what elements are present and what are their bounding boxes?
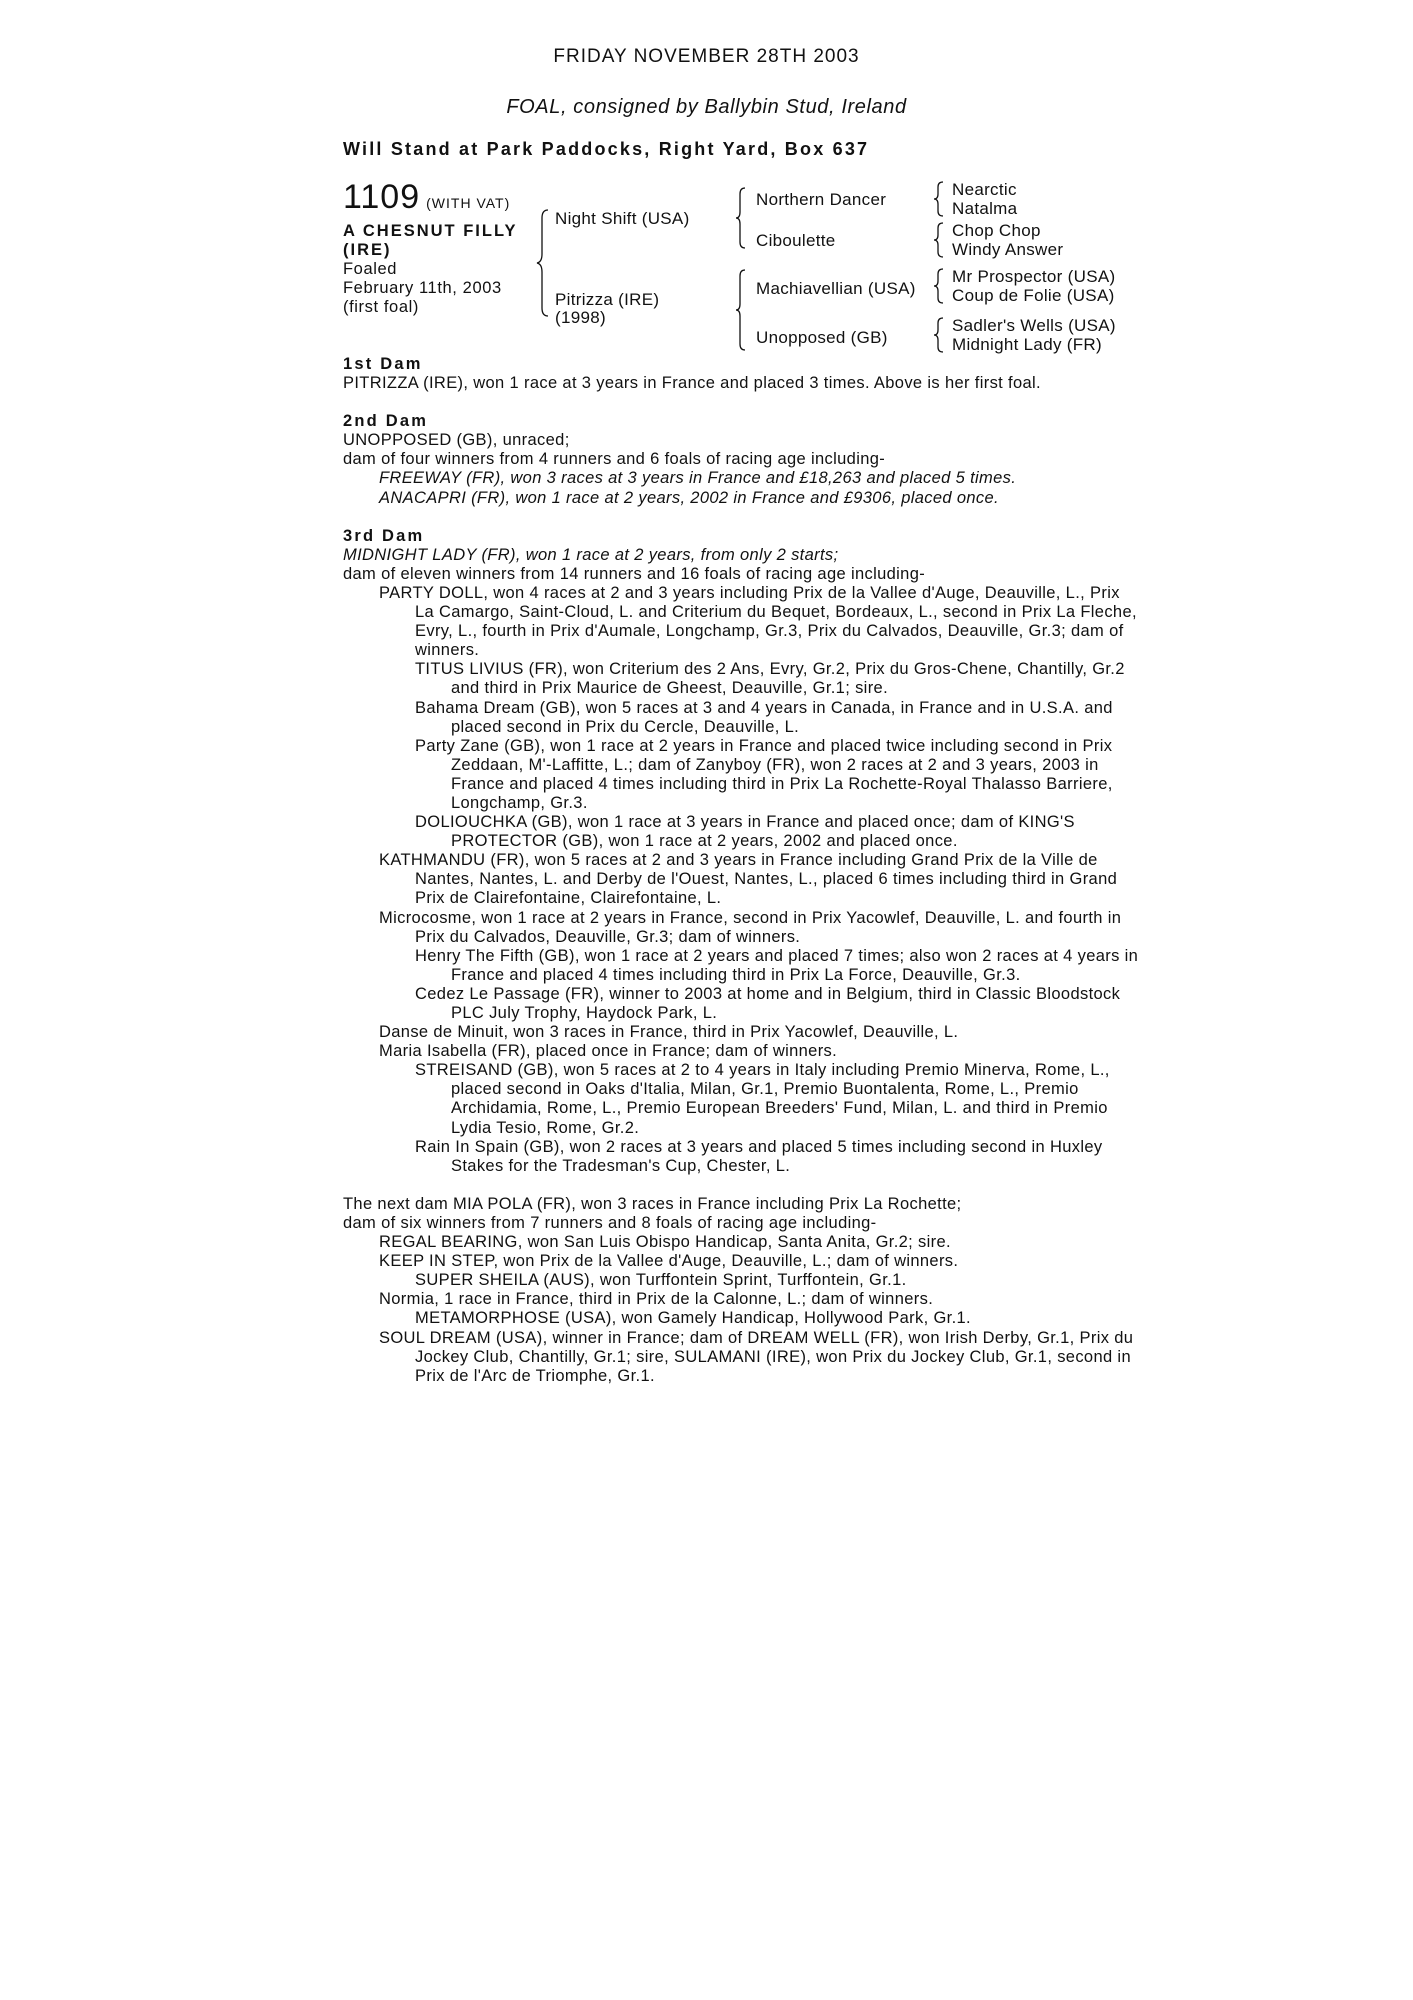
produce-entry: STREISAND (GB), won 5 races at 2 to 4 years in Italy including Premio Minerva, Rome, L., placed second in Oaks d'Italia, Milan, Gr.1, Premio Buontalenta, Rome, L., Premio Archidamia, Rome, L., Premio European Breeders' Fund, Milan, L. and third in Premio Lydia Tesio, Rome, Gr.2. [415,1061,1110,1137]
horse-title-line1: A CHESNUT FILLY [343,222,518,240]
next-dam-paragraph: The next dam MIA POLA (FR), won 3 races in France including Prix La Rochette; [343,1194,962,1213]
foaled-label: Foaled [343,260,398,278]
produce-entry: Party Zane (GB), won 1 race at 2 years in France and placed twice including second in Prix Zeddaan, M'-Laffitte, L.; dam of Zanyboy (FR), won 2 races at 2 and 3 years, 2003 in France and placed 4 times including third in Prix La Rochette-Royal Thalasso Barriere, Longchamp, Gr.3. [415,736,1113,812]
produce-entry: SOUL DREAM (USA), winner in France; dam of DREAM WELL (FR), won Irish Derby, Gr.1, Prix du Jockey Club, Chantilly, Gr.1; sire, SULAMANI (IRE), won Prix du Jockey Club, Gr.1, second in Prix de l'Arc de Triomphe, Gr.1. [379,1328,1134,1385]
second-dam-produce-line: dam of four winners from 4 runners and 6 foals of racing age including- [343,450,886,469]
first-dam-heading: 1st Dam [343,355,423,373]
pedigree-brace-gen1 [536,208,550,318]
pedigree-g1: Nearctic [952,180,1017,199]
produce-entry: FREEWAY (FR), won 3 races at 3 years in France and £18,263 and placed 5 times. [379,469,1017,488]
produce-entry: Microcosme, won 1 race at 2 years in France, second in Prix Yacowlef, Deauville, L. and fourth in Prix du Calvados, Deauville, Gr.3; dam of winners. [379,908,1122,946]
produce-entry: Cedez Le Passage (FR), winner to 2003 at home and in Belgium, third in Classic Bloodstock PLC July Trophy, Haydock Park, L. [415,984,1121,1022]
produce-entry: KATHMANDU (FR), won 5 races at 2 and 3 years in France including Grand Prix de la Ville de Nantes, Nantes, L. and Derby de l'Ouest, Nantes, L., placed 6 times including third in Grand Prix de Clairefontaine, Clairefontaine, L. [379,851,1118,908]
produce-entry: PARTY DOLL, won 4 races at 2 and 3 years including Prix de la Vallee d'Auge, Deauville, L., Prix La Camargo, Saint-Cloud, L. and Criterium du Bequet, Bordeaux, L., second in Prix La Fleche, Evry, L., fourth in Prix d'Aumale, Longchamp, Gr.3, Prix du Calvados, Deauville, Gr.3; dam of winners. [379,583,1137,660]
next-dam-produce-line: dam of six winners from 7 runners and 8 foals of racing age including- [343,1213,877,1232]
pedigree-brace-dam [735,268,747,352]
lot-number: 1109 [343,178,421,216]
pedigree-sire-dam: Ciboulette [756,231,836,250]
pedigree-g7: Sadler's Wells (USA) [952,316,1116,335]
pedigree-sire: Night Shift (USA) [555,209,690,228]
third-dam-paragraph: MIDNIGHT LADY (FR), won 1 race at 2 years, from only 2 starts; [343,545,839,564]
stand-location: Will Stand at Park Paddocks, Right Yard, Box 637 [343,139,870,159]
produce-entry: METAMORPHOSE (USA), won Gamely Handicap, Hollywood Park, Gr.1. [415,1309,971,1328]
horse-title-line2: (IRE) [343,241,392,259]
consignment-line: FOAL, consigned by Ballybin Stud, Ireland [506,96,907,118]
produce-entry: ANACAPRI (FR), won 1 race at 2 years, 2002 in France and £9306, placed once. [379,488,999,507]
produce-entry: KEEP IN STEP, won Prix de la Vallee d'Auge, Deauville, L.; dam of winners. [379,1252,959,1271]
horse-description [343,222,518,317]
pedigree-g8: Midnight Lady (FR) [952,335,1102,354]
produce-entry: Rain In Spain (GB), won 2 races at 3 years and placed 5 times including second in Huxley Stakes for the Tradesman's Cup, Chester, L. [415,1137,1103,1175]
third-dam-produce-line: dam of eleven winners from 14 runners and 16 foals of racing age including- [343,564,926,583]
produce-entry: REGAL BEARING, won San Luis Obispo Handicap, Santa Anita, Gr.2; sire. [379,1233,951,1252]
produce-entry: Henry The Fifth (GB), won 1 race at 2 years and placed 7 times; also won 2 races at 4 years in France and placed 4 times including third in Prix La Force, Deauville, Gr.3. [415,946,1139,984]
produce-entry: TITUS LIVIUS (FR), won Criterium des 2 Ans, Evry, Gr.2, Prix du Gros-Chene, Chantilly, Gr.2 and third in Prix Maurice de Gheest, Deauville, Gr.1; sire. [415,660,1125,698]
pedigree-g6: Coup de Folie (USA) [952,286,1115,305]
produce-entry: Bahama Dream (GB), won 5 races at 3 and 4 years in Canada, in France and in U.S.A. and placed second in Prix du Cercle, Deauville, L. [415,698,1113,736]
pedigree-brace-g2 [933,221,945,259]
pedigree-dam-dam: Unopposed (GB) [756,328,888,347]
pedigree-brace-g3 [933,267,945,305]
sale-date: FRIDAY NOVEMBER 28TH 2003 [553,46,860,67]
produce-entry: Maria Isabella (FR), placed once in France; dam of winners. [379,1042,838,1061]
foaled-date: February 11th, 2003 [343,279,502,297]
pedigree-dam-year: (1998) [555,308,606,327]
dam-history [343,355,1143,1386]
second-dam-heading: 2nd Dam [343,412,429,431]
pedigree-g4: Windy Answer [952,240,1064,259]
pedigree-dam-sire: Machiavellian (USA) [756,279,916,298]
pedigree-g3: Chop Chop [952,221,1041,240]
second-dam-paragraph: UNOPPOSED (GB), unraced; [343,431,570,450]
pedigree-brace-sire [735,186,747,250]
produce-entry: Danse de Minuit, won 3 races in France, third in Prix Yacowlef, Deauville, L. [379,1023,959,1042]
pedigree-brace-g1 [933,180,945,218]
foal-note: (first foal) [343,298,419,316]
pedigree-sire-sire: Northern Dancer [756,190,887,209]
produce-entry: Normia, 1 race in France, third in Prix de la Calonne, L.; dam of winners. [379,1290,934,1309]
pedigree-brace-g4 [933,316,945,354]
pedigree-dam: Pitrizza (IRE) [555,290,660,309]
first-dam-paragraph: PITRIZZA (IRE), won 1 race at 3 years in France and placed 3 times. Above is her first foal. [343,374,1041,393]
third-dam-heading: 3rd Dam [343,526,425,545]
lot-number-line [343,178,510,217]
produce-entry: SUPER SHEILA (AUS), won Turffontein Sprint, Turffontein, Gr.1. [415,1271,907,1290]
pedigree-g2: Natalma [952,199,1018,218]
pedigree-g5: Mr Prospector (USA) [952,267,1116,286]
vat-note: (WITH VAT) [426,195,511,211]
produce-entry: DOLIOUCHKA (GB), won 1 race at 3 years in France and placed once; dam of KING'S PROTECTOR (GB), won 1 race at 2 years, 2002 and placed once. [415,813,1075,851]
